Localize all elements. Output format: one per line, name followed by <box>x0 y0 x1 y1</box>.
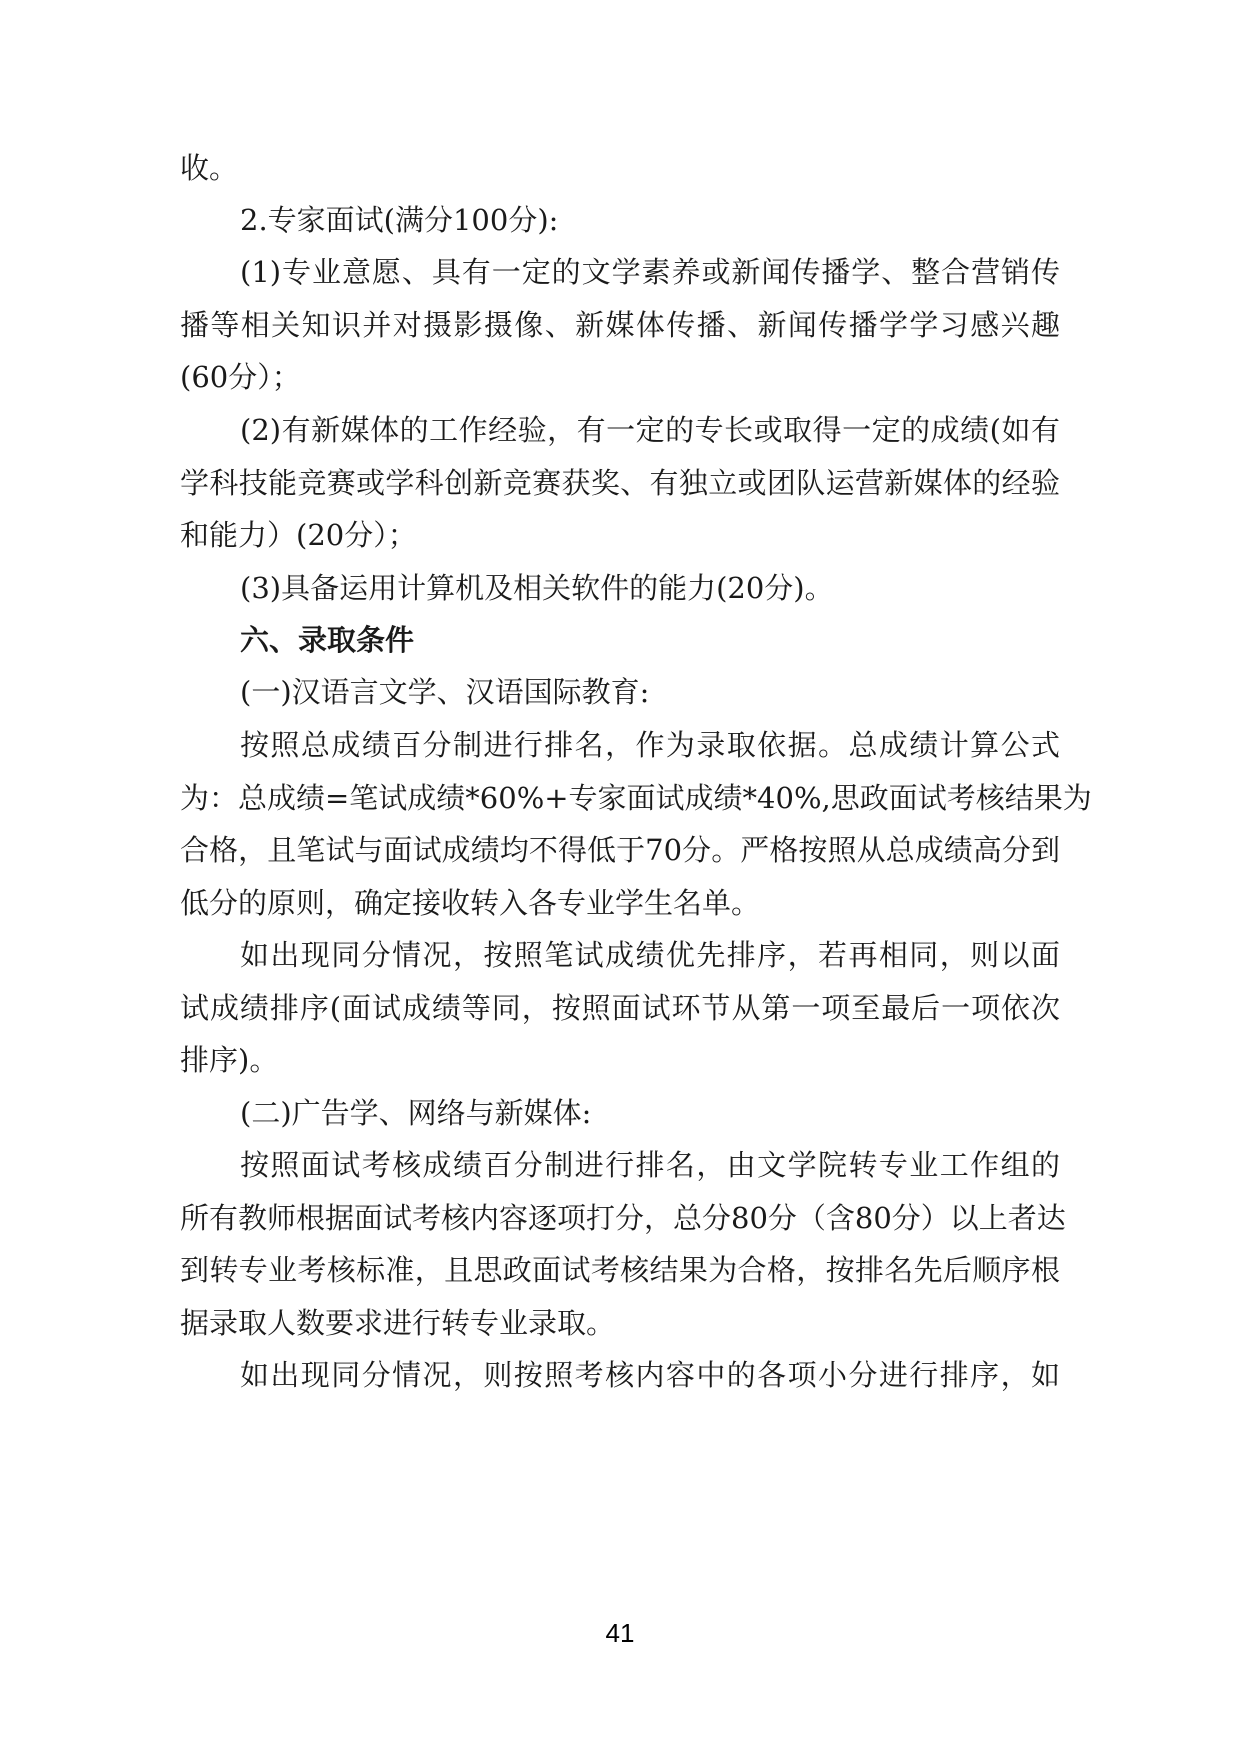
section-heading: 六、录取条件 <box>240 623 415 657</box>
paragraph-line: (60分）； <box>180 360 301 394</box>
paragraph-line: 合格，且笔试与面试成绩均不得低于70分。严格按照从总成绩高分到 <box>180 833 1060 867</box>
paragraph-line: 据录取人数要求进行转专业录取。 <box>180 1306 616 1340</box>
paragraph-line: 低分的原则，确定接收转入各专业学生名单。 <box>180 886 761 920</box>
paragraph-line: 为：总成绩=笔试成绩*60%+专家面试成绩*40%,思政面试考核结果为 <box>180 781 1092 815</box>
paragraph-line: 试成绩排序(面试成绩等同，按照面试环节从第一项至最后一项依次 <box>180 991 1060 1025</box>
paragraph-line: 排序)。 <box>180 1043 279 1077</box>
paragraph-line: 2.专家面试(满分100分): <box>240 203 559 237</box>
paragraph-line: 按照总成绩百分制进行排名，作为录取依据。总成绩计算公式 <box>240 728 1060 762</box>
subsection-heading: (二)广告学、网络与新媒体: <box>240 1096 592 1130</box>
page-number: 41 <box>605 1618 635 1648</box>
paragraph-line: 所有教师根据面试考核内容逐项打分，总分80分（含80分）以上者达 <box>180 1201 1066 1235</box>
paragraph-line: (3)具备运用计算机及相关软件的能力(20分)。 <box>240 571 834 605</box>
paragraph-line: 如出现同分情况，按照笔试成绩优先排序，若再相同，则以面 <box>240 938 1060 972</box>
paragraph-line: 如出现同分情况，则按照考核内容中的各项小分进行排序，如 <box>240 1358 1060 1392</box>
subsection-heading: (一)汉语言文学、汉语国际教育: <box>240 675 650 709</box>
paragraph-line: (2)有新媒体的工作经验，有一定的专长或取得一定的成绩(如有 <box>240 413 1060 447</box>
paragraph-line: 播等相关知识并对摄影摄像、新媒体传播、新闻传播学学习感兴趣 <box>180 308 1060 342</box>
paragraph-line: 到转专业考核标准，且思政面试考核结果为合格，按排名先后顺序根 <box>180 1253 1060 1287</box>
paragraph-line: 按照面试考核成绩百分制进行排名，由文学院转专业工作组的 <box>240 1148 1060 1182</box>
paragraph-line: 收。 <box>180 151 239 185</box>
paragraph-line: (1)专业意愿、具有一定的文学素养或新闻传播学、整合营销传 <box>240 255 1060 289</box>
paragraph-line: 学科技能竞赛或学科创新竞赛获奖、有独立或团队运营新媒体的经验 <box>180 466 1060 500</box>
paragraph-line: 和能力）(20分）； <box>180 518 417 552</box>
